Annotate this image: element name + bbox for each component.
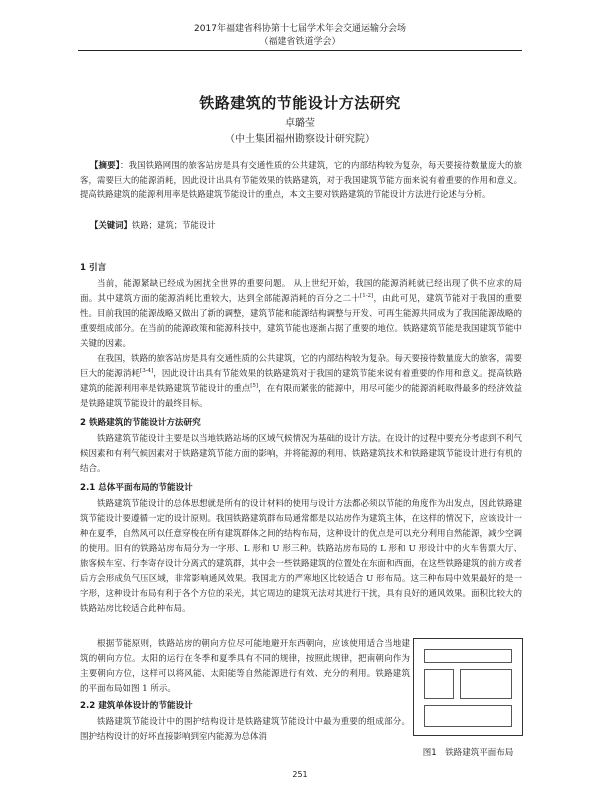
abstract-text: ：我国铁路网围的旅客站房是具有交通性质的公共建筑，它的内部结构较为复杂，每天要接待数量庞大的旅客，需要巨大的能源消耗，因此设计出具有节能效果的铁路建筑，对于我国建筑节能方面来说有着重要的作用和意义。提高铁路建筑的能源利用率是铁路建筑节能设计的重点，本文主要对铁路建筑的节能设计方法进行论述与分析。 (80, 160, 522, 200)
paragraph-intro-1 (80, 277, 522, 352)
section-heading-2-2: 2.2 建筑单体设计的节能设计 (80, 701, 193, 711)
paragraph-envelope: 铁路建筑节能设计中的围护结构设计是铁路建筑节能设计中最为重要的组成部分。围护结构设计的好坏直接影响到室内能源为总体消 (80, 717, 410, 742)
paragraph-text: 当前，能源紧缺已经成为困扰全世界的重要问题。 从上世纪开始，我国的能源消耗就已经出现了供不应求的局面。其中建筑方面的能源消耗比重较大，达到全部能源消耗的百分之二十 (80, 279, 522, 304)
figure-floor-plan (413, 638, 523, 736)
plan-block-right (460, 669, 512, 699)
paper-title: 铁路建筑的节能设计方法研究 (199, 94, 401, 112)
citation: [3-4] (140, 368, 154, 375)
abstract (80, 158, 522, 202)
paragraph-text: ，因此设计出具有节能效果的铁路建筑对于我国的建筑节能来说有着重要的作用和意义。提高铁路建筑的能源利用率是铁路建筑节能设计的重点 (80, 369, 522, 394)
section-heading-2-1: 2.1 总体平面布局的节能设计 (80, 483, 193, 493)
paragraph-text: 在我国，铁路的旅客站房是具有交通性质的公共建筑，它的内部结构较为复杂。每天要接待数量庞大的旅客，需要巨大的能源消耗 (80, 354, 523, 379)
section-heading-2: 2 铁路建筑的节能设计方法研究 (80, 418, 201, 428)
keywords-label: 【关键词】 (90, 220, 132, 230)
section-heading-1: 1 引言 (80, 263, 107, 273)
paragraph-orientation: 根据节能原则，铁路站房的朝向方位尽可能地避开东西朝向，应该使用适合当地建筑的朝向方位。太阳的运行在冬季和夏季具有不同的规律，按照此规律，把南朝向作为主要朝向方位，这样可以将风能、太阳能等自然能源进行有效、充分的利用。铁路建筑的平面布局如图 1 所示。 (80, 639, 410, 694)
page-number: 251 (292, 770, 308, 779)
paragraph-intro-2 (80, 352, 522, 412)
author-name: 卓璐莹 (285, 118, 315, 129)
abstract-label: 【摘要】 (90, 160, 121, 170)
running-header-line2: （福建省铁道学会） (259, 37, 341, 47)
header-rule (78, 50, 522, 51)
citation: [1-2] (360, 293, 374, 300)
author-affiliation: （中土集团福州勘察设计研究院） (225, 134, 375, 145)
paragraph-text: ，由此可见，建筑节能对于我国的重要性。目前我国的能源战略又做出了新的调整，建筑节能和能源结构调整与开发、可再生能源共同成为了我国能源战略的重要组成部分。在当前的能源政策和能源科技中，建筑节能也逐渐占据了重要的地位。铁路建筑节能是我国建筑节能中关键的因素。 (80, 294, 523, 349)
paragraph-method: 铁路建筑节能设计主要是以当地铁路站场的区域气候情况为基础的设计方法。在设计的过程中要充分考虑到不利气候因素和有利气候因素对于铁路建筑节能方面的影响，并将能源的利用、铁路建筑技术和铁路建筑节能设计进行有机的结合。 (80, 434, 523, 474)
figure-caption: 图1 铁路建筑平面布局 (422, 748, 514, 758)
paragraph-layout: 铁路建筑节能设计的总体思想就是所有的设计材料的使用与设计方法都必须以节能的角度作为出发点，因此铁路建筑节能设计要遵循一定的设计原则。我国铁路建筑群布局通常都是以站房作为建筑主体，在这样的情况下，应该设计一种在夏季，自然风可以任意穿梭在所有建筑群体之间的结构布局，这种设计的优点是可以充分利用自然能源，减少空调的使用。旧有的铁路站房布局分为一字形、L 形和 U 形三种。铁路站房布局的 L 形和 U 形设计中的火车售票大厅、旅客候车室、行李寄存设计分离式的建筑群，其中会一些铁路建筑的位置处在东面和西面，在这些铁路建筑的前方或者后方会形成负气压区域，非常影响通风效果。我国北方的严寒地区比较适合 U 形布局。这三种布局中效果最好的是一字形，这种设计布局有利于各个方位的采光，其它周边的建筑无法对其进行干扰，具有良好的通风效果。面积比较大的铁路站房比较适合此种布局。 (80, 499, 523, 614)
running-header-line1: 2017年福建省科协第十七届学术年会交通运输分会场 (194, 24, 406, 34)
plan-block-top (424, 649, 512, 663)
plan-block-bottom (424, 705, 512, 727)
plan-block-left (424, 669, 454, 699)
paragraph-text: ，在有限而紧张的能源中，用尽可能少的能源消耗取得最多的经济效益是铁路建筑节能设计的最终目标。 (80, 384, 522, 409)
citation: [5] (250, 383, 259, 390)
keywords (90, 219, 520, 232)
keywords-text: 铁路；建筑；节能设计 (131, 220, 216, 230)
